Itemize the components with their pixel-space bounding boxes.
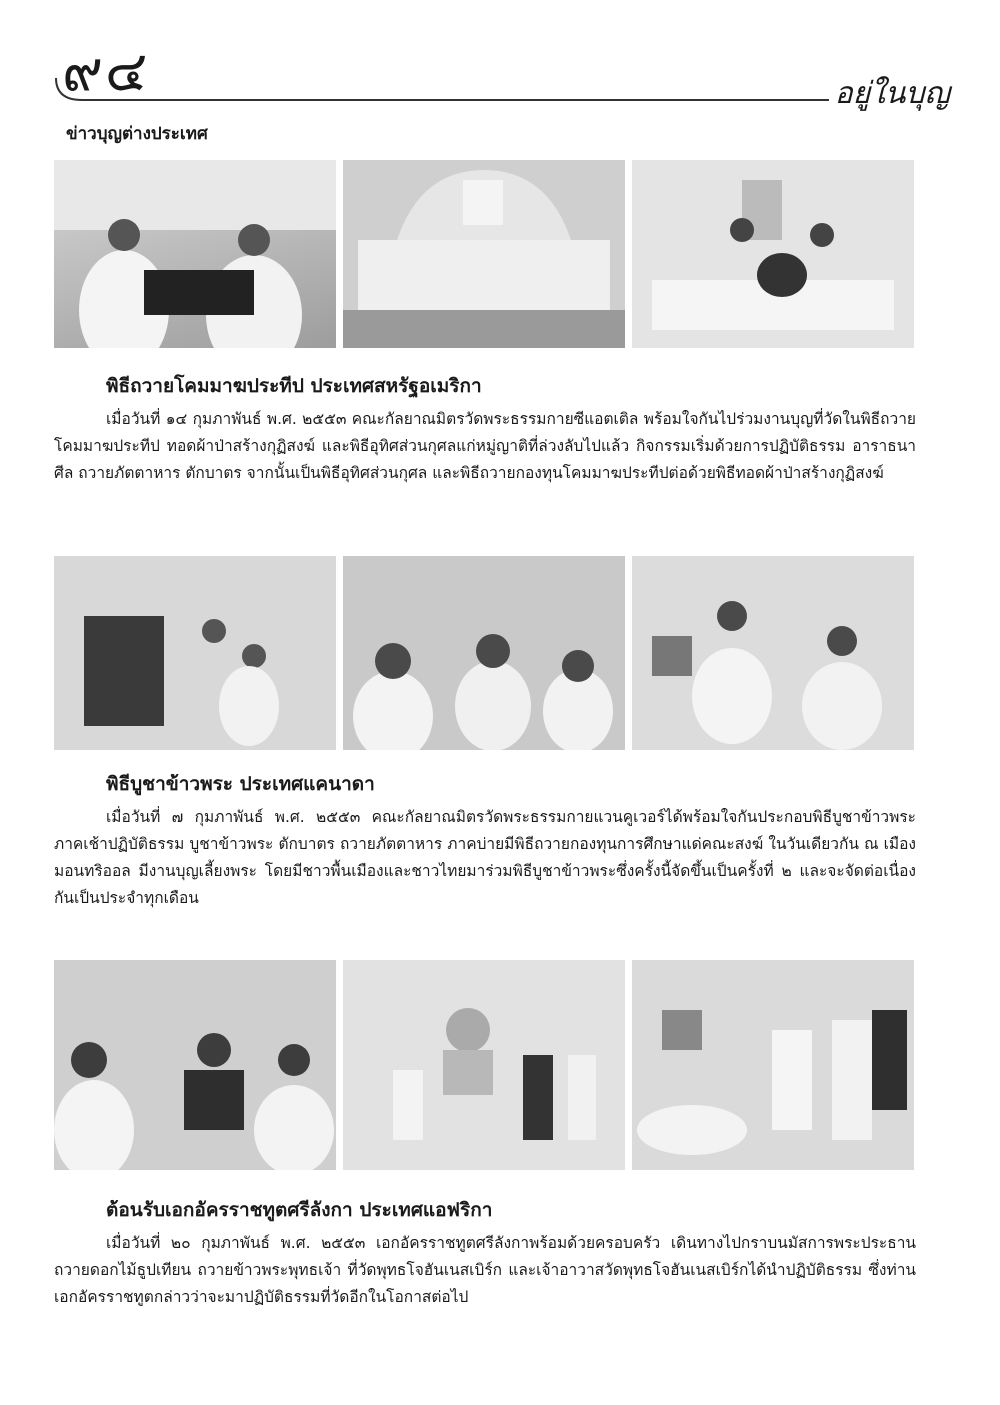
article-2: [54, 770, 916, 912]
photo-row-1: [54, 160, 914, 348]
article-title: พิธีถวายโคมมาฆประทีป ประเทศสหรัฐอเมริกา: [106, 375, 482, 397]
photo-women-praying: [343, 556, 625, 750]
article-body: เมื่อวันที่ ๗ กุมภาพันธ์ พ.ศ. ๒๕๕๓ คณะกัลยาณมิตรวัดพระธรรมกายแวนคูเวอร์ได้พร้อมใจกันประกอบพิธีบูชาข้าวพระ ภาคเช้าปฏิบัติธรรม บูชาข้าวพระ ตักบาตร ถวายภัตตาหาร ภาคบ่ายมีพิธีถวายกองทุนการศึกษาแด่คณะสงฆ์ ในวันเดียวกัน ณ เมืองมอนทริออล มีงานบุญเลี้ยงพระ โดยมีชาวพื้นเมืองและชาวไทยมาร่วมพิธีบูชาข้าวพระซึ่งครั้งนี้จัดขึ้นเป็นครั้งที่ ๒ และจะจัดต่อเนื่องกันเป็นประจำทุกเดือน: [54, 808, 916, 907]
article-title: พิธีบูชาข้าวพระ ประเทศแคนาดา: [106, 773, 375, 795]
article-1: [54, 372, 916, 487]
article-body: เมื่อวันที่ ๑๔ กุมภาพันธ์ พ.ศ. ๒๕๕๓ คณะกัลยาณมิตรวัดพระธรรมกายซีแอตเติล พร้อมใจกันไปร่วมงานบุญที่วัดในพิธีถวายโคมมาฆประทีป ทอดผ้าป่าสร้างกุฏิสงฆ์ และพิธีอุทิศส่วนกุศลแก่หมู่ญาติที่ล่วงลับไปแล้ว กิจกรรมเริ่มด้วยการปฏิบัติธรรม อาราธนาศีล ถวายภัตตาหาร ตักบาตร จากนั้นเป็นพิธีอุทิศส่วนกุศล และพิธีถวายกองทุนโคมมาฆประทีปต่อด้วยพิธีทอดผ้าป่าสร้างกุฏิสงฆ์: [54, 410, 916, 482]
header-rule: [52, 70, 922, 106]
section-label: ข่าวบุญต่างประเทศ: [66, 124, 208, 144]
photo-row-2: [54, 556, 914, 750]
photo-buddha-statue-group: [343, 960, 625, 1170]
article-body: เมื่อวันที่ ๒๐ กุมภาพันธ์ พ.ศ. ๒๕๕๓ เอกอัครราชทูตศรีลังกาพร้อมด้วยครอบครัว เดินทางไปกราบนมัสการพระประธาน ถวายดอกไม้ธูปเทียน ถวายข้าวพระพุทธเจ้า ที่วัดพุทธโจฮันเนสเบิร์ก และเจ้าอาวาสวัดพุทธโจฮันเนสเบิร์กได้นำปฏิบัติธรรม ซึ่งท่านเอกอัครราชทูตกล่าวว่าจะมาปฏิบัติธรรมที่วัดอีกในโอกาสต่อไป: [54, 1234, 916, 1306]
photo-meditation-hall: [632, 556, 914, 750]
article-title: ต้อนรับเอกอัครราชทูตศรีลังกา ประเทศแอฟริกา: [106, 1199, 493, 1221]
photo-row-3: [54, 960, 914, 1170]
photo-ambassador-visit: [632, 960, 914, 1170]
magazine-logo: อยู่ในบุญ: [829, 70, 956, 117]
page-number: ๙๔: [62, 39, 150, 104]
article-3: [54, 1196, 916, 1311]
photo-offering-flowers: [632, 160, 914, 348]
photo-group-seated: [343, 160, 625, 348]
photo-seated-meditators: [54, 960, 336, 1170]
photo-altar-offering: [54, 556, 336, 750]
photo-ceremony-chanting: [54, 160, 336, 348]
